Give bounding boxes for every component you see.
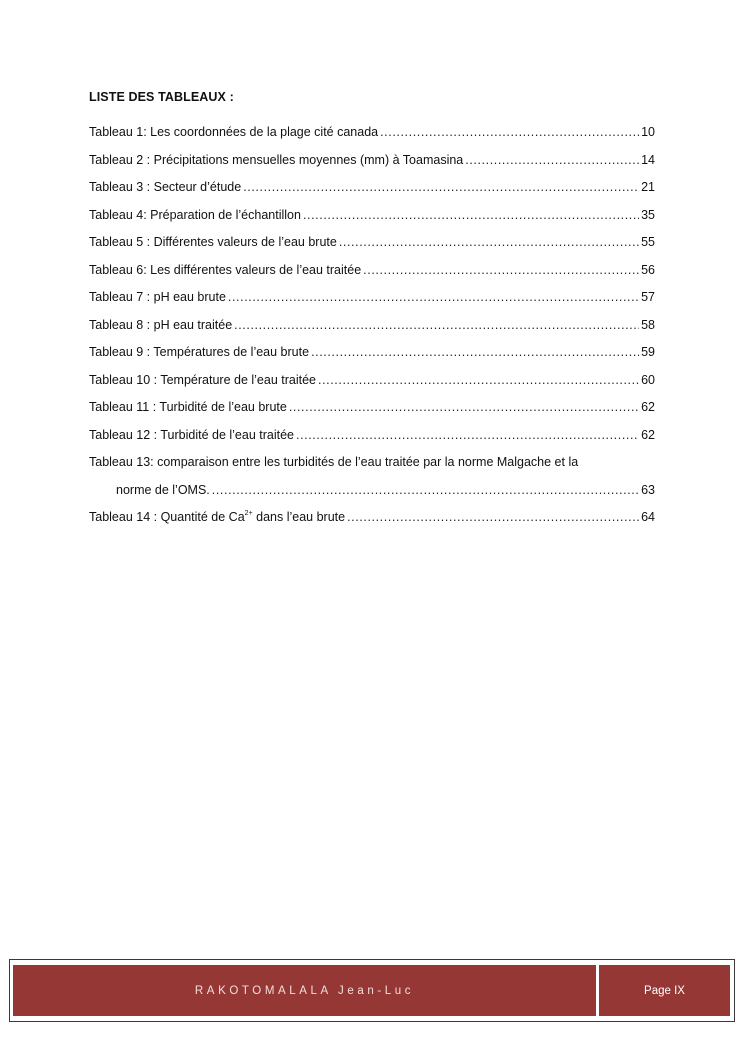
entry-page: 55 — [641, 235, 655, 249]
entry-label: Tableau 4: Préparation de l’échantillon — [89, 207, 301, 222]
toc-entry-2[interactable] — [89, 150, 655, 178]
dot-leader — [234, 315, 639, 335]
toc-entry-8[interactable] — [89, 315, 655, 343]
dot-leader — [363, 260, 639, 280]
entry-label: Tableau 7 : pH eau brute — [89, 290, 226, 304]
entry-label: Tableau 1: Les coordonnées de la plage cité canada — [89, 125, 379, 139]
dot-leader — [465, 150, 639, 170]
entry-page: 21 — [641, 180, 655, 194]
entry-page: 62 — [641, 400, 655, 414]
dot-leader — [380, 122, 639, 142]
entry-page: 64 — [641, 510, 655, 524]
toc-entry-11[interactable] — [89, 397, 655, 425]
footer-author: RAKOTOMALALA Jean-Luc — [13, 965, 596, 1016]
entry-label: Tableau 10 : Température de l’eau traitée — [89, 372, 317, 387]
page-title: LISTE DES TABLEAUX : — [89, 90, 234, 104]
dot-leader — [212, 480, 639, 500]
entry-page: 14 — [641, 152, 655, 167]
dot-leader — [228, 287, 639, 307]
footer-page-number: Page IX — [599, 965, 730, 1016]
toc-entry-4[interactable] — [89, 205, 655, 233]
entry-page: 59 — [641, 345, 655, 359]
dot-leader — [289, 397, 639, 417]
entry-label: Tableau 2 : Précipitations mensuelles moyennes (mm) à Toamasina — [89, 152, 464, 167]
entry-page: 58 — [641, 317, 655, 332]
dot-leader — [243, 177, 639, 197]
dot-leader — [318, 370, 639, 390]
entry-page: 57 — [641, 290, 655, 304]
toc-entry-6[interactable] — [89, 260, 655, 288]
entry-page: 63 — [641, 482, 655, 497]
entry-page: 60 — [641, 372, 655, 387]
entry-page: 35 — [641, 207, 655, 222]
toc-entry-13-continued[interactable] — [89, 480, 655, 508]
toc-entry-3[interactable] — [89, 177, 655, 205]
page-footer — [9, 959, 735, 1022]
entry-label — [89, 507, 345, 527]
entry-label-prefix: Tableau 14 : Quantité de Ca — [89, 510, 245, 524]
toc-entry-9[interactable] — [89, 342, 655, 370]
entry-label: Tableau 13: comparaison entre les turbidités de l’eau traitée par la norme Malgache et la — [89, 455, 579, 469]
dot-leader — [311, 342, 639, 362]
entry-page: 62 — [641, 427, 655, 442]
entry-label: Tableau 11 : Turbidité de l’eau brute — [89, 400, 287, 414]
entry-label: Tableau 3 : Secteur d’étude — [89, 180, 242, 194]
table-list — [89, 122, 655, 535]
entry-page: 10 — [641, 125, 655, 139]
entry-label: Tableau 5 : Différentes valeurs de l’eau brute — [89, 235, 337, 249]
dot-leader — [347, 507, 639, 527]
entry-label: Tableau 8 : pH eau traitée — [89, 317, 233, 332]
toc-entry-7[interactable] — [89, 287, 655, 315]
entry-page: 56 — [641, 262, 655, 277]
entry-label: Tableau 9 : Températures de l’eau brute — [89, 345, 310, 359]
entry-label: Tableau 12 : Turbidité de l’eau traitée — [89, 427, 294, 442]
entry-label-suffix: dans l’eau brute — [252, 510, 346, 524]
toc-entry-13[interactable] — [89, 452, 655, 480]
toc-entry-12[interactable] — [89, 425, 655, 453]
dot-leader — [339, 232, 639, 252]
dot-leader — [296, 425, 639, 445]
toc-entry-5[interactable] — [89, 232, 655, 260]
toc-entry-1[interactable] — [89, 122, 655, 150]
toc-entry-10[interactable] — [89, 370, 655, 398]
entry-label: Tableau 6: Les différentes valeurs de l’eau traitée — [89, 262, 362, 277]
toc-entry-14[interactable] — [89, 507, 655, 535]
entry-label-continued: norme de l’OMS. — [116, 482, 210, 497]
superscript-charge: 2+ — [244, 510, 253, 517]
dot-leader — [303, 205, 639, 225]
